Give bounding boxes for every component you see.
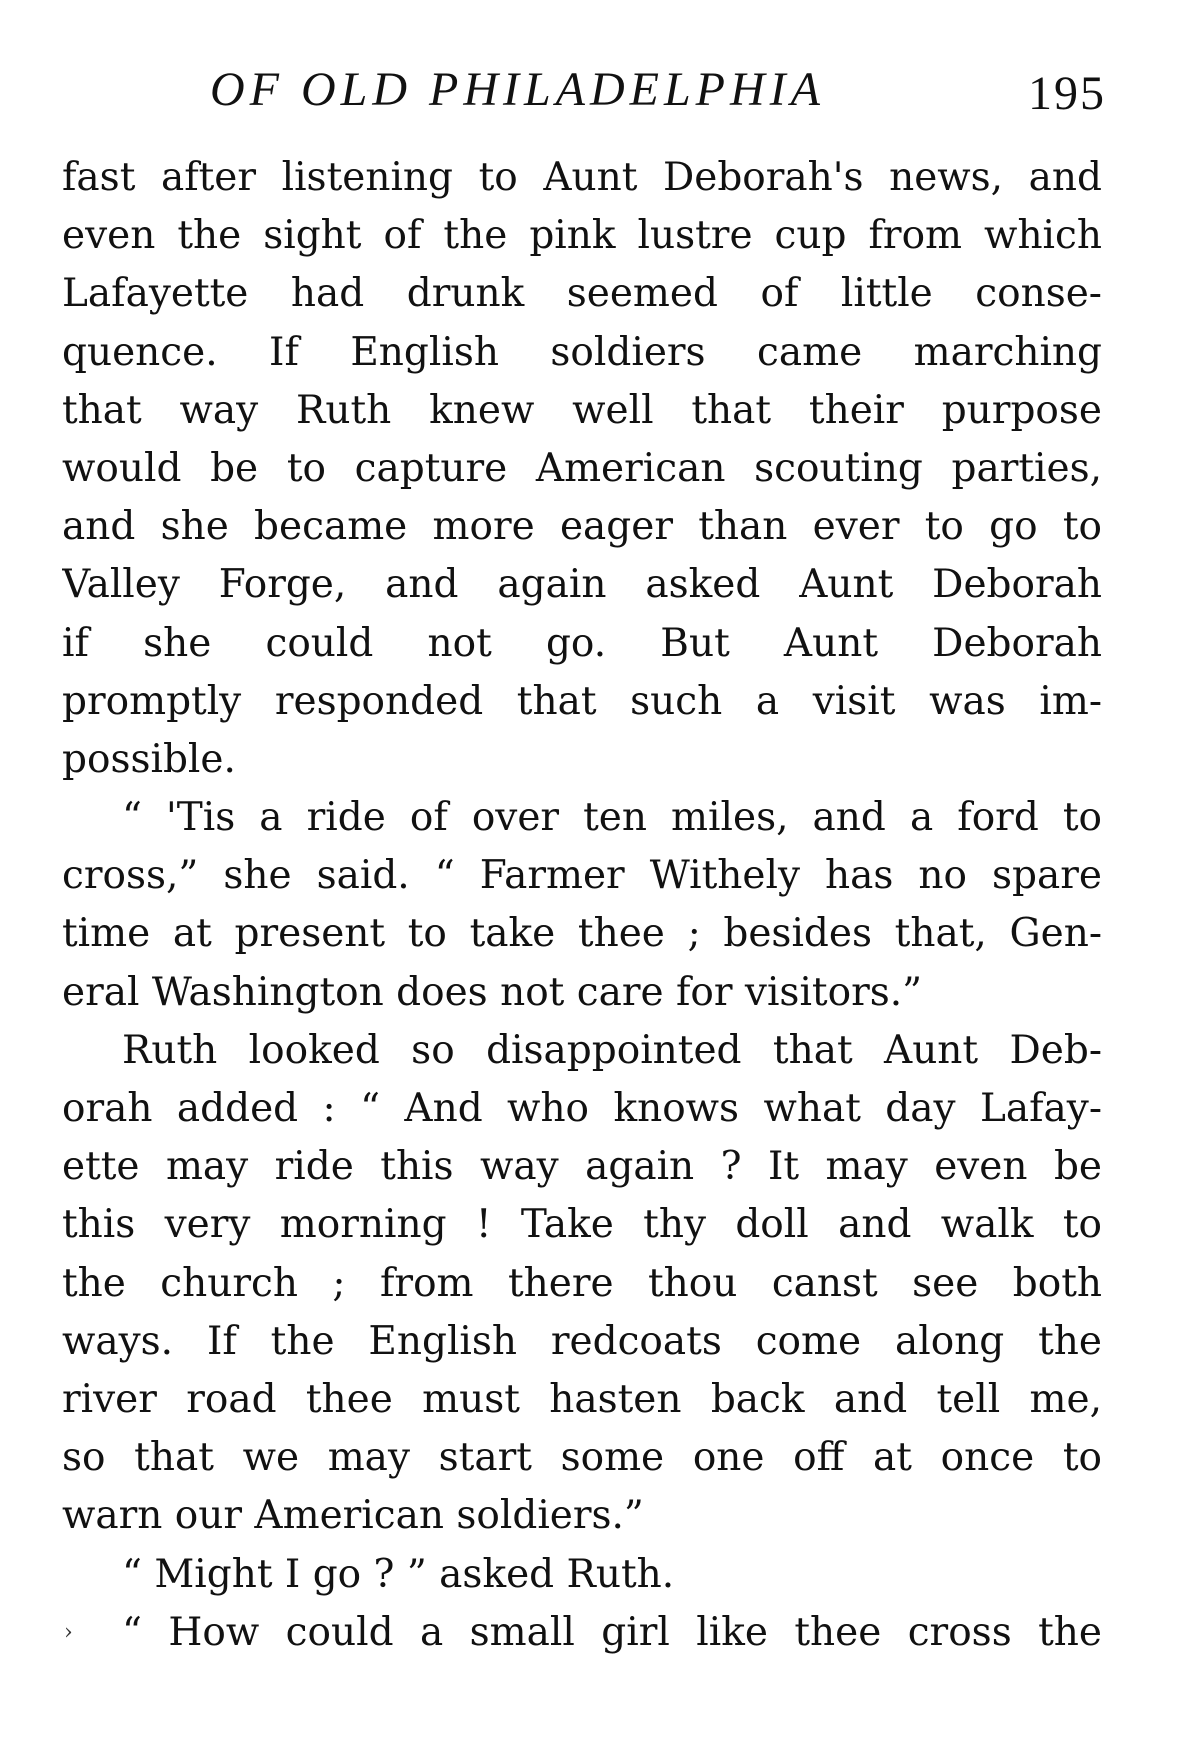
text-line: fast after listening to Aunt Deborah's news, and [62,155,1102,200]
dialogue-line: “ Might I go ? ” asked Ruth. [122,1551,675,1597]
dialogue-line: “ How could a small girl like thee cross the [122,1609,1102,1655]
text-line: river road thee must hasten back and tell me, [62,1376,1102,1422]
text-line: Lafayette had drunk seemed of little conse- [62,271,1102,317]
text-line: if she could not go. But Aunt Deborah [62,620,1102,666]
paragraph-start-line: “ 'Tis a ride of over ten miles, and a ford to [122,795,1102,841]
text-line: Valley Forge, and again asked Aunt Deborah [62,562,1102,608]
text-line: the church ; from there thou canst see both [62,1260,1102,1306]
text-line: ways. If the English redcoats come along the [62,1318,1102,1364]
text-line: and she became more eager than ever to go to [62,504,1102,550]
paragraph-end-line: eral Washington does not care for visitors.” [62,969,923,1015]
text-line: would be to capture American scouting parties, [62,445,1102,491]
text-line: cross,” she said. “ Farmer Withely has no spare [62,853,1102,899]
text-line: promptly responded that such a visit was im- [62,678,1102,724]
text-line: so that we may start some one off at once to [62,1435,1102,1481]
paragraph-start-line: Ruth looked so disappointed that Aunt Deb- [122,1027,1102,1073]
text-line: this very morning ! Take thy doll and walk to [62,1202,1102,1248]
text-line: quence. If English soldiers came marching [62,329,1102,375]
text-line: even the sight of the pink lustre cup from which [62,213,1102,259]
text-line: orah added : “ And who knows what day Lafay- [62,1086,1102,1131]
paragraph-end-line: warn our American soldiers.” [62,1493,644,1539]
running-title: OF OLD PHILADELPHIA [210,63,825,116]
text-line: time at present to take thee ; besides that, Gen- [62,911,1102,957]
text-line: ette may ride this way again ? It may even be [62,1144,1102,1190]
text-line: that way Ruth knew well that their purpose [62,387,1102,433]
page-number: 195 [1028,67,1106,120]
margin-mark: › [64,1620,73,1645]
paragraph-end-line: possible. [62,736,236,782]
body-text [62,149,1102,1662]
